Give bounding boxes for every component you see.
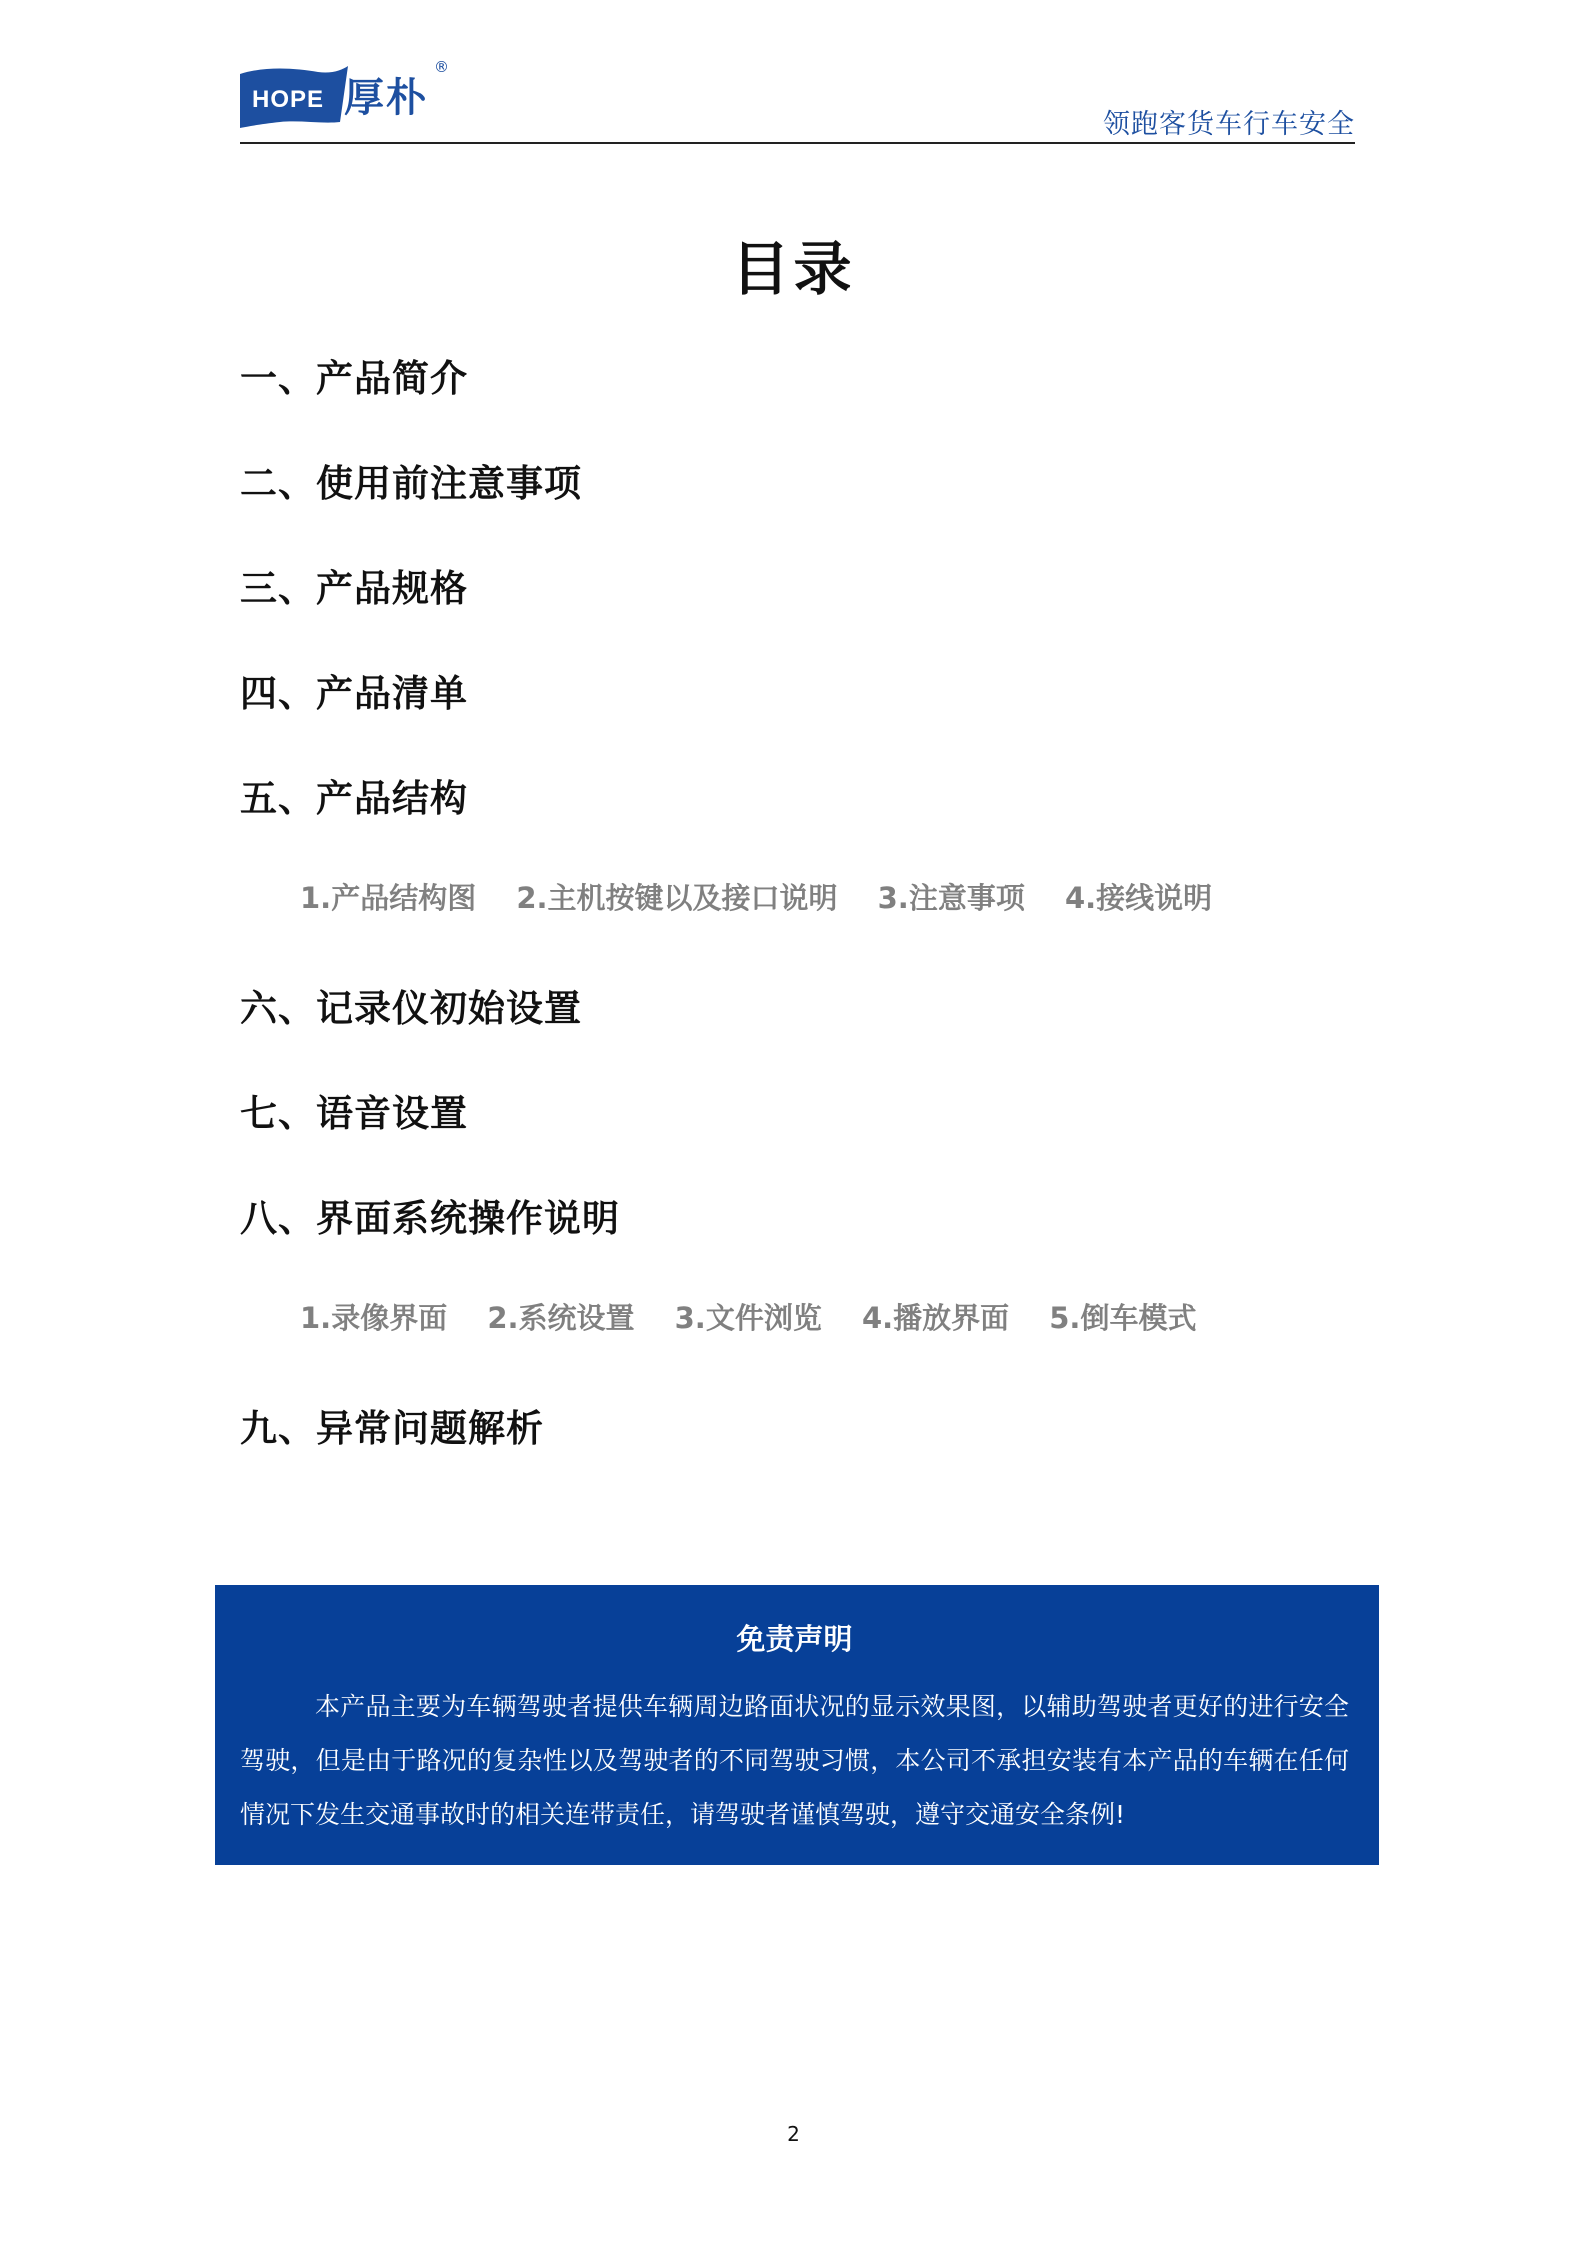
toc-subitem[interactable]: 4.接线说明 — [1064, 881, 1213, 915]
toc-subitems-structure — [300, 876, 1212, 917]
toc-title: 目录 — [731, 235, 856, 303]
registered-mark: ® — [434, 58, 449, 76]
toc-item-product-structure[interactable]: 五、产品结构 — [240, 777, 468, 820]
hope-logo — [240, 58, 460, 130]
header-divider — [240, 142, 1355, 144]
logo-hope-text: HOPE — [252, 86, 325, 113]
toc-subitem[interactable]: 3.注意事项 — [877, 881, 1025, 915]
toc-subitem[interactable]: 2.主机按键以及接口说明 — [516, 881, 838, 915]
toc-subitem[interactable]: 2.系统设置 — [487, 1301, 635, 1335]
page-header — [240, 58, 1355, 144]
disclaimer-body: 本产品主要为车辆驾驶者提供车辆周边路面状况的显示效果图，以辅助驾驶者更好的进行安全驾驶，但是由于路况的复杂性以及驾驶者的不同驾驶习惯，本公司不承担安装有本产品的车辆在任何情况下发生交通事故时的相关连带责任，请驾驶者谨慎驾驶，遵守交通安全条例! — [240, 1692, 1349, 1829]
toc-item-product-intro[interactable]: 一、产品简介 — [240, 357, 468, 400]
toc-subitem[interactable]: 3.文件浏览 — [674, 1301, 822, 1335]
toc-subitem[interactable]: 4.播放界面 — [861, 1301, 1010, 1335]
toc-item-ui-operation[interactable]: 八、界面系统操作说明 — [240, 1197, 620, 1240]
logo-chinese-text: 厚朴 — [344, 75, 428, 121]
toc-item-initial-setup[interactable]: 六、记录仪初始设置 — [240, 987, 582, 1030]
page-number: 2 — [787, 2122, 800, 2146]
toc-item-specifications[interactable]: 三、产品规格 — [240, 567, 468, 610]
toc-item-precautions[interactable]: 二、使用前注意事项 — [240, 462, 582, 505]
toc-item-troubleshooting[interactable]: 九、异常问题解析 — [240, 1407, 544, 1450]
disclaimer-title: 免责声明 — [736, 1622, 853, 1656]
toc-item-product-list[interactable]: 四、产品清单 — [240, 672, 468, 715]
toc-subitem[interactable]: 5.倒车模式 — [1049, 1301, 1197, 1335]
toc-subitem[interactable]: 1.录像界面 — [300, 1301, 448, 1335]
header-slogan: 领跑客货车行车安全 — [1103, 109, 1355, 140]
toc-subitem[interactable]: 1.产品结构图 — [300, 881, 477, 915]
toc-item-voice-settings[interactable]: 七、语音设置 — [240, 1092, 468, 1135]
toc-subitems-ui — [300, 1296, 1196, 1337]
disclaimer-box — [215, 1585, 1379, 1865]
